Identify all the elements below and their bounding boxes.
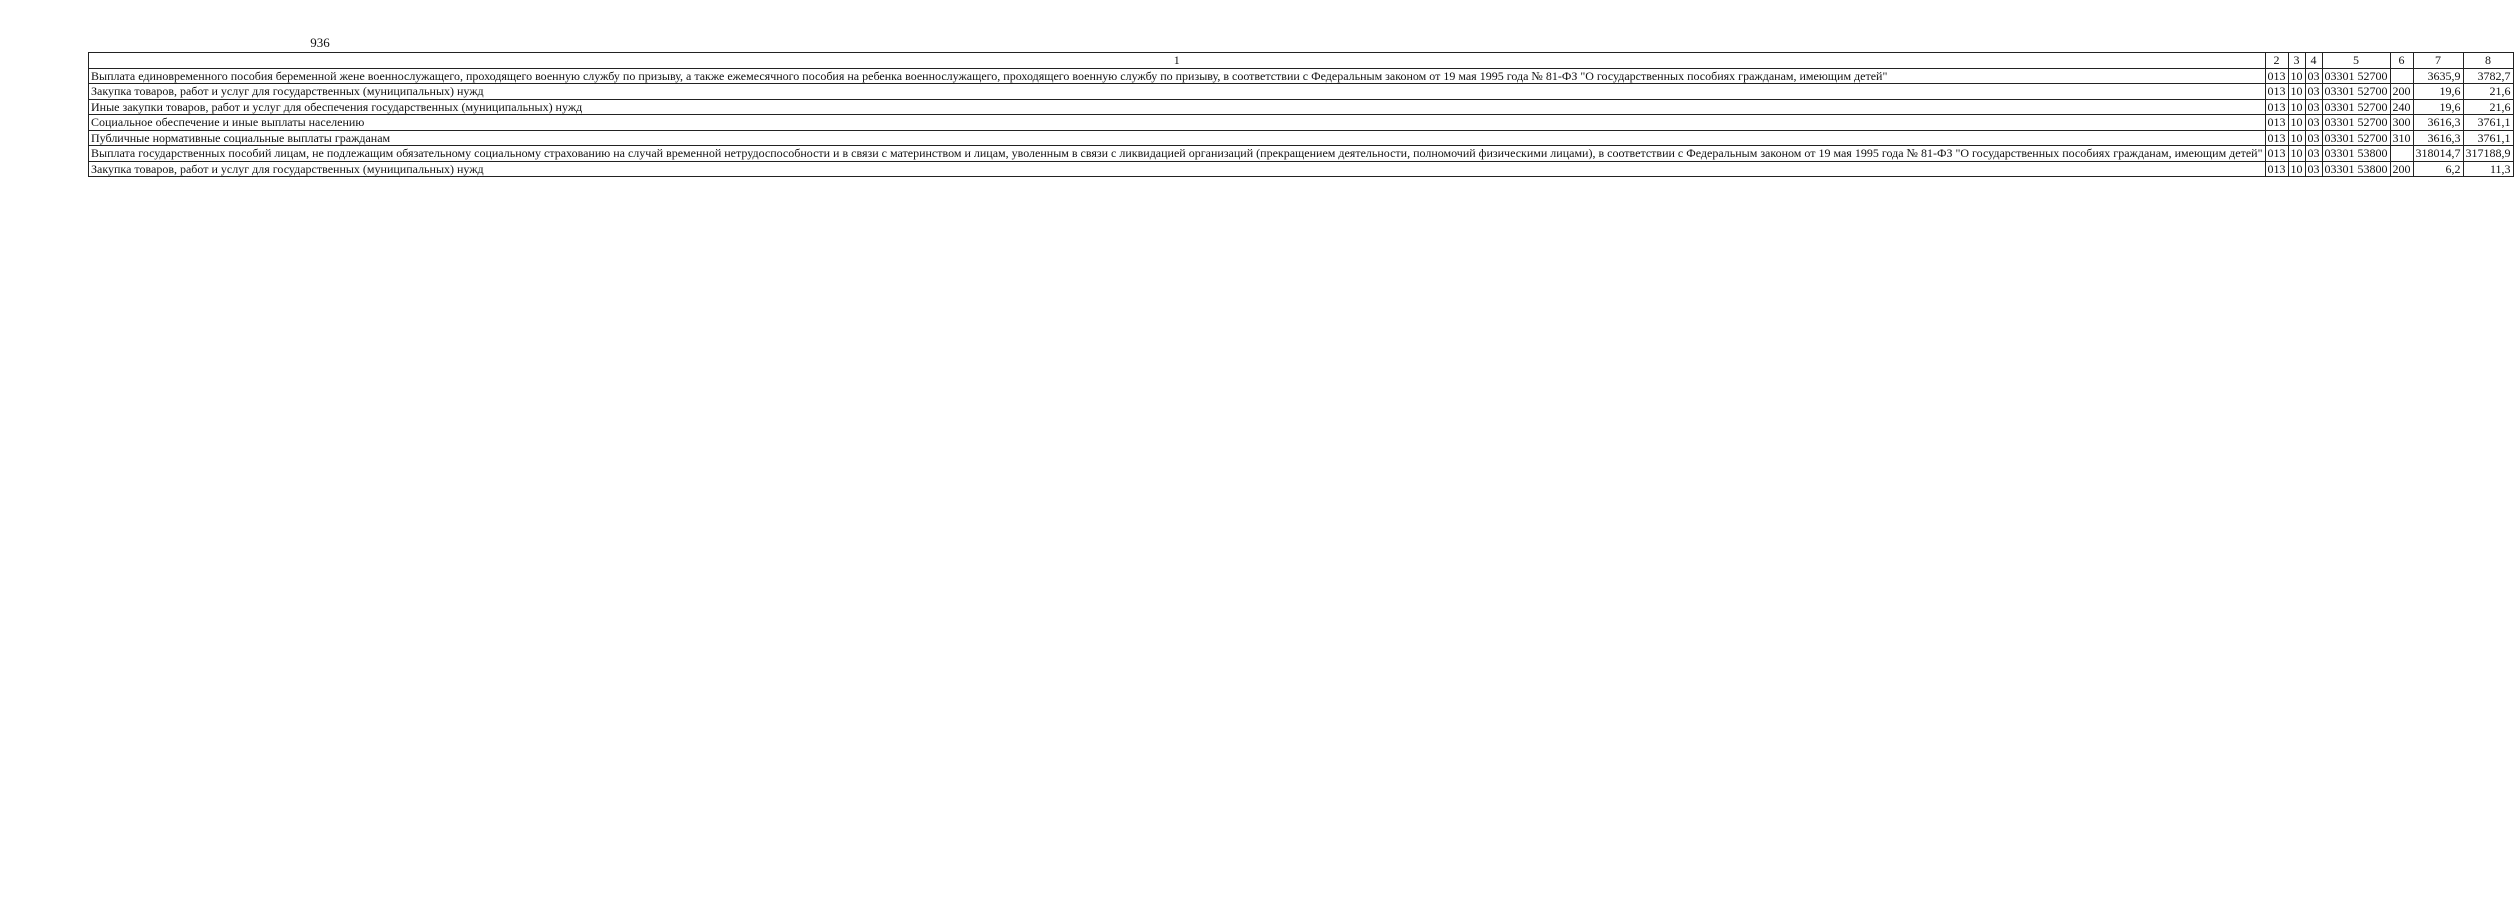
cell-amount-year2: 11,3 <box>2463 161 2513 177</box>
cell-ministry-code: 013 <box>2265 146 2288 162</box>
cell-target-article: 03301 52700 <box>2322 99 2390 115</box>
cell-expense-type: 200 <box>2390 84 2413 100</box>
col-header-2: 2 <box>2265 53 2288 69</box>
row-name: Закупка товаров, работ и услуг для государственных (муниципальных) нужд <box>89 161 2266 177</box>
cell-amount-year2: 21,6 <box>2463 99 2513 115</box>
cell-section: 10 <box>2288 84 2305 100</box>
cell-amount-year1: 318014,7 <box>2413 146 2463 162</box>
cell-expense-type <box>2390 68 2413 84</box>
cell-amount-year1: 3616,3 <box>2413 130 2463 146</box>
cell-expense-type: 200 <box>2390 161 2413 177</box>
cell-section: 10 <box>2288 68 2305 84</box>
table-row <box>89 84 2514 100</box>
col-header-5: 5 <box>2322 53 2390 69</box>
cell-ministry-code: 013 <box>2265 130 2288 146</box>
cell-amount-year2: 3761,1 <box>2463 115 2513 131</box>
table-row <box>89 161 2514 177</box>
cell-section: 10 <box>2288 99 2305 115</box>
table-row <box>89 130 2514 146</box>
budget-table <box>88 52 2514 177</box>
cell-target-article: 03301 52700 <box>2322 84 2390 100</box>
cell-section: 10 <box>2288 130 2305 146</box>
cell-subsection: 03 <box>2305 84 2322 100</box>
cell-amount-year1: 6,2 <box>2413 161 2463 177</box>
cell-expense-type: 300 <box>2390 115 2413 131</box>
cell-target-article: 03301 52700 <box>2322 130 2390 146</box>
cell-ministry-code: 013 <box>2265 161 2288 177</box>
cell-expense-type: 240 <box>2390 99 2413 115</box>
row-name: Социальное обеспечение и иные выплаты населению <box>89 115 2266 131</box>
row-name: Иные закупки товаров, работ и услуг для обеспечения государственных (муниципальных) нужд <box>89 99 2266 115</box>
cell-amount-year2: 317188,9 <box>2463 146 2513 162</box>
cell-target-article: 03301 53800 <box>2322 146 2390 162</box>
row-name: Закупка товаров, работ и услуг для государственных (муниципальных) нужд <box>89 84 2266 100</box>
cell-ministry-code: 013 <box>2265 99 2288 115</box>
header-row <box>89 53 2514 69</box>
row-name: Публичные нормативные социальные выплаты гражданам <box>89 130 2266 146</box>
cell-target-article: 03301 53800 <box>2322 161 2390 177</box>
table-row <box>89 146 2514 162</box>
cell-amount-year2: 21,6 <box>2463 84 2513 100</box>
col-header-7: 7 <box>2413 53 2463 69</box>
table-row <box>89 99 2514 115</box>
row-name: Выплата государственных пособий лицам, не подлежащим обязательному социальному страхованию на случай временной нетрудоспособности и в связи с материнством и лицам, уволенным в связи с ликвидацией организаций (прекращением деятельности, полномочий физическими лицами), в соответствии с Федеральным законом от 19 мая 1995 года № 81-ФЗ "О государственных пособиях гражданам, имеющим детей" <box>89 146 2266 162</box>
cell-amount-year1: 19,6 <box>2413 84 2463 100</box>
cell-amount-year2: 3761,1 <box>2463 130 2513 146</box>
cell-expense-type: 310 <box>2390 130 2413 146</box>
col-header-4: 4 <box>2305 53 2322 69</box>
cell-ministry-code: 013 <box>2265 68 2288 84</box>
table-row <box>89 115 2514 131</box>
cell-target-article: 03301 52700 <box>2322 68 2390 84</box>
cell-section: 10 <box>2288 115 2305 131</box>
cell-amount-year1: 19,6 <box>2413 99 2463 115</box>
col-header-8: 8 <box>2463 53 2513 69</box>
row-name: Выплата единовременного пособия беременной жене военнослужащего, проходящего военную службу по призыву, а также ежемесячного пособия на ребенка военнослужащего, проходящего военную службу по призыву, в соответствии с Федеральным законом от 19 мая 1995 года № 81-ФЗ "О государственных пособиях гражданам, имеющим детей" <box>89 68 2266 84</box>
cell-section: 10 <box>2288 161 2305 177</box>
page-number: 936 <box>310 35 330 50</box>
cell-expense-type <box>2390 146 2413 162</box>
cell-ministry-code: 013 <box>2265 115 2288 131</box>
cell-subsection: 03 <box>2305 161 2322 177</box>
cell-amount-year1: 3616,3 <box>2413 115 2463 131</box>
col-header-1: 1 <box>89 53 2266 69</box>
cell-subsection: 03 <box>2305 68 2322 84</box>
cell-section: 10 <box>2288 146 2305 162</box>
cell-target-article: 03301 52700 <box>2322 115 2390 131</box>
cell-subsection: 03 <box>2305 115 2322 131</box>
cell-subsection: 03 <box>2305 99 2322 115</box>
cell-subsection: 03 <box>2305 130 2322 146</box>
col-header-6: 6 <box>2390 53 2413 69</box>
table-row <box>89 68 2514 84</box>
col-header-3: 3 <box>2288 53 2305 69</box>
cell-amount-year1: 3635,9 <box>2413 68 2463 84</box>
cell-amount-year2: 3782,7 <box>2463 68 2513 84</box>
cell-subsection: 03 <box>2305 146 2322 162</box>
cell-ministry-code: 013 <box>2265 84 2288 100</box>
